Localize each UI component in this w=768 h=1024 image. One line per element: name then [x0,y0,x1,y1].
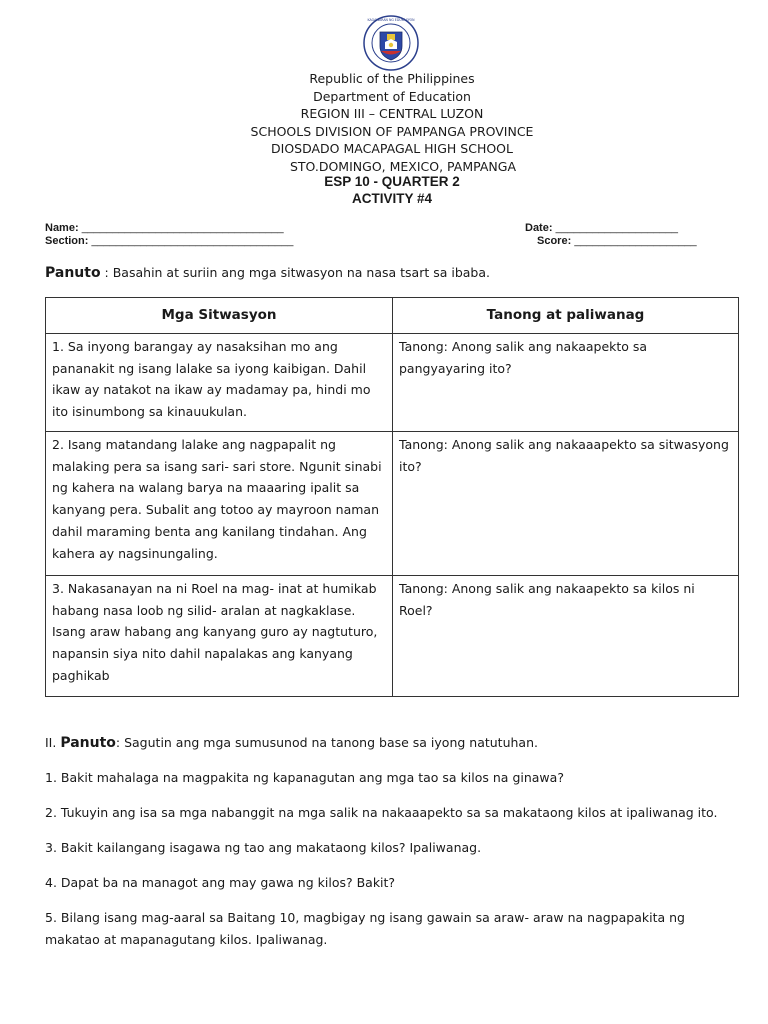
svg-text:KAGAWARAN NG EDUKASYON: KAGAWARAN NG EDUKASYON [367,18,415,22]
part2-text: : Sagutin ang mga sumusunod na tanong base sa iyong natutuhan. [115,735,538,750]
section-label: Section: [45,235,89,247]
situation-cell: 3. Nakasanayan na ni Roel na mag- inat at humikab habang nasa loob ng silid- aralan at nagkaklase. Isang araw habang ang kanyang guro ay nagtuturo, napansin siya nito dahil napalakas ang kanyang paghikab [46,576,393,697]
situation-cell: 2. Isang matandang lalake ang nagpapalit ng malaking pera sa isang sari- sari store. Ngunit sinabi ng kahera na walang barya na maaaring ipalit sa kanyang pera. Subalit ang totoo ay mayroon naman dahil maraming benta ang kanilang tindahan. Ang kahera ay nagsinungaling. [46,432,393,576]
part2-label: Panuto [60,735,116,751]
table-row [46,432,739,576]
question-cell[interactable]: Tanong: Anong salik ang nakaapekto sa pangyayaring ito? [393,334,739,432]
instruction-text: : Basahin at suriin ang mga sitwasyon na nasa tsart sa ibaba. [100,265,490,280]
table-row [46,334,739,432]
name-field[interactable]: _________________________________ [81,222,284,234]
header-line-region: REGION III – CENTRAL LUZON [300,106,484,121]
name-label: Name: [45,222,79,234]
date-field[interactable]: ____________________ [555,222,678,234]
instruction-label: Panuto [45,265,101,281]
part-two [45,732,735,964]
score-label: Score: [537,235,572,247]
column-header-questions: Tanong at paliwanag [393,298,739,334]
header-line-department: Department of Education [313,88,471,104]
school-header [0,70,768,175]
column-header-situations: Mga Sitwasyon [46,298,393,334]
question-item: 3. Bakit kailangang isagawa ng tao ang makataong kilos? Ipaliwanag. [45,840,482,855]
page-subtitle: ACTIVITY #4 [351,190,433,206]
score-field[interactable]: ____________________ [574,235,697,247]
page-title: ESP 10 - QUARTER 2 [324,174,460,189]
question-item: 1. Bakit mahalaga na magpakita ng kapanagutan ang mga tao sa kilos na ginawa? [45,770,564,785]
question-item: 4. Dapat ba na managot ang may gawa ng kilos? Bakit? [45,875,396,890]
question-item: 2. Tukuyin ang isa sa mga nabanggit na mga salik na nakaaapekto sa sa makataong kilos at ipaliwanag ito. [45,805,718,820]
deped-seal-logo [363,15,419,71]
instruction-1 [45,264,735,282]
situations-table [45,297,739,697]
instruction-2 [45,732,735,754]
date-label: Date: [525,222,553,234]
activity-titles [0,174,768,207]
situation-cell: 1. Sa inyong barangay ay nasaksihan mo ang pananakit ng isang lalake sa iyong kaibigan. Dahil ikaw ay natakot na ikaw ay madamay pa, hindi mo ito isinumbong sa kinauukulan. [46,334,393,432]
question-cell[interactable]: Tanong: Anong salik ang nakaapekto sa kilos ni Roel? [393,576,739,697]
section-field[interactable]: _________________________________ [91,235,294,247]
question-item: 5. Bilang isang mag-aaral sa Baitang 10, magbigay ng isang gawain sa araw- araw na nagpapakita ng makatao at mapanagutang kilos. Ipaliwanag. [45,910,685,947]
question-cell[interactable]: Tanong: Anong salik ang nakaaapekto sa sitwasyong ito? [393,432,739,576]
table-row [46,576,739,697]
header-line-division: SCHOOLS DIVISION OF PAMPANGA PROVINCE [250,123,534,139]
header-line-address: STO.DOMINGO, MEXICO, PAMPANGA [289,158,517,174]
table-header-row [46,298,739,334]
header-line-republic: Republic of the Philippines [309,71,475,86]
student-info-fields [45,222,725,248]
header-line-school: DIOSDADO MACAPAGAL HIGH SCHOOL [271,141,513,156]
part2-prefix: II. [45,735,61,750]
